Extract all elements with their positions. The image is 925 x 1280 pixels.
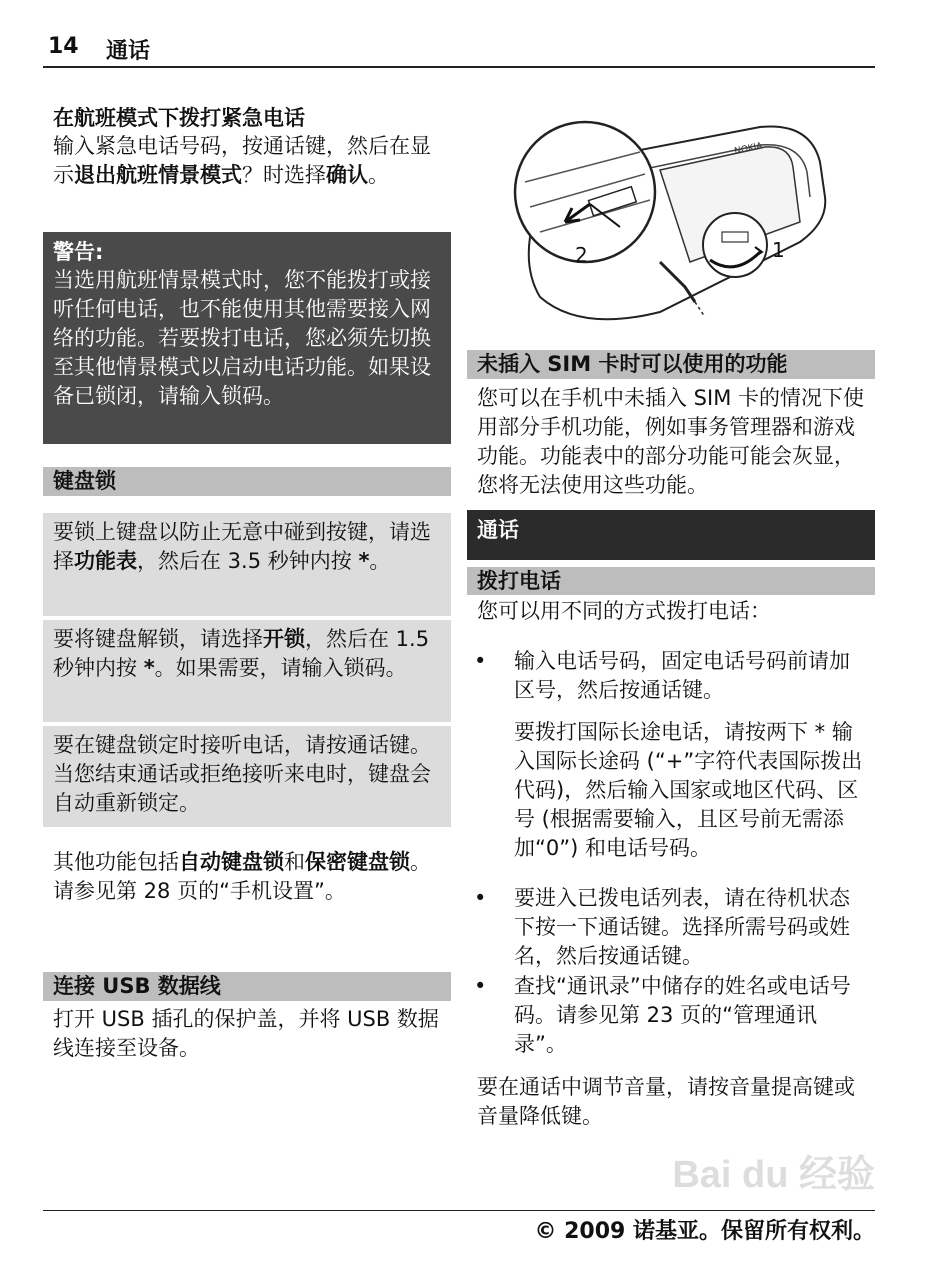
usb-title: 连接 USB 数据线: [43, 972, 451, 1001]
bullet-item-2: 要进入已拨电话列表，请在待机状态下按一下通话键。选择所需号码或姓名，然后按通话键。: [514, 886, 850, 968]
bullet-item-3: 查找“通讯录”中储存的姓名或电话号码。请参见第 23 页的“管理通讯录”。: [514, 974, 851, 1056]
watermark-text: Bai du 经验: [672, 1154, 875, 1196]
usb-text: 打开 USB 插孔的保护盖，并将 USB 数据线连接至设备。: [53, 1007, 439, 1060]
usb-section: [43, 1005, 451, 1063]
bullet-marker-1: •: [474, 649, 487, 673]
keylock-other-text: 其他功能包括自动键盘锁和保密键盘锁。 请参见第 28 页的“手机设置”。: [53, 850, 431, 903]
warning-text: 当选用航班情景模式时，您不能拨打或接听任何电话，也不能使用其他需要接入网络的功能。若要拨打电话，您必须先切换至其他情景模式以启动电话功能。如果设备已锁闭，请输入锁码。: [53, 268, 431, 408]
calls-section-title: 通话: [467, 510, 875, 560]
footer-rule: [43, 1210, 875, 1211]
emergency-title: 在航班模式下拨打紧急电话: [53, 106, 305, 130]
keylock-box-lock: [43, 513, 451, 616]
keylock-answer-text: 要在键盘锁定时接听电话，请按通话键。当您结束通话或拒绝接听来电时，键盘会自动重新锁定。: [53, 733, 431, 815]
keylock-other: [43, 848, 451, 906]
warning-box: [43, 232, 451, 444]
keylock-box-unlock: [43, 620, 451, 722]
warning-title: 警告:: [53, 240, 104, 264]
keylock-unlock-text: 要将键盘解锁，请选择开锁，然后在 1.5 秒钟内按 *。如果需要，请输入锁码。: [53, 627, 430, 680]
volume-text: 要在通话中调节音量，请按音量提高键或音量降低键。: [477, 1075, 855, 1128]
make-call-intro-text: 您可以用不同的方式拨打电话：: [477, 599, 771, 623]
keylock-title: 键盘锁: [43, 467, 451, 496]
footer-copyright: © 2009 诺基亚。保留所有权利。: [534, 1219, 875, 1244]
emergency-text: 输入紧急电话号码，按通话键，然后在显示退出航班情景模式？时选择确认。: [53, 134, 431, 187]
make-call-intro: [467, 597, 875, 626]
header-rule: [43, 66, 875, 68]
usb-connection-figure: [510, 112, 830, 327]
make-call-title: 拨打电话: [467, 567, 875, 595]
figure-label-1: 1: [772, 238, 785, 262]
bullet-item-1: 输入电话号码，固定电话号码前请加区号，然后按通话键。: [514, 649, 850, 702]
nosim-section: [467, 384, 875, 500]
volume-section: [467, 1073, 875, 1131]
bullet-marker-2: •: [474, 886, 487, 910]
baidu-watermark: [655, 1140, 875, 1210]
nosim-title: 未插入 SIM 卡时可以使用的功能: [467, 350, 875, 379]
emergency-section: [43, 104, 451, 190]
page-header-title: 通话: [106, 39, 151, 64]
phone-brand-text: NOKIA: [733, 141, 764, 157]
nosim-text: 您可以在手机中未插入 SIM 卡的情况下使用部分手机功能，例如事务管理器和游戏功能。功能表中的部分功能可能会灰显，您将无法使用这些功能。: [477, 386, 864, 497]
bullet-item-1-extra: 要拨打国际长途电话，请按两下 * 输入国际长途码 (“+”字符代表国际拨出代码)，然后输入国家或地区代码、区号 (根据需要输入，且区号前无需添加“0”) 和电话号码。: [514, 720, 863, 860]
bullet-marker-3: •: [474, 974, 487, 998]
page-number: 14: [48, 34, 79, 59]
figure-label-2: 2: [575, 243, 588, 267]
keylock-box-answer: [43, 726, 451, 827]
keylock-lock-text: 要锁上键盘以防止无意中碰到按键，请选择功能表，然后在 3.5 秒钟内按 *。: [53, 520, 431, 573]
